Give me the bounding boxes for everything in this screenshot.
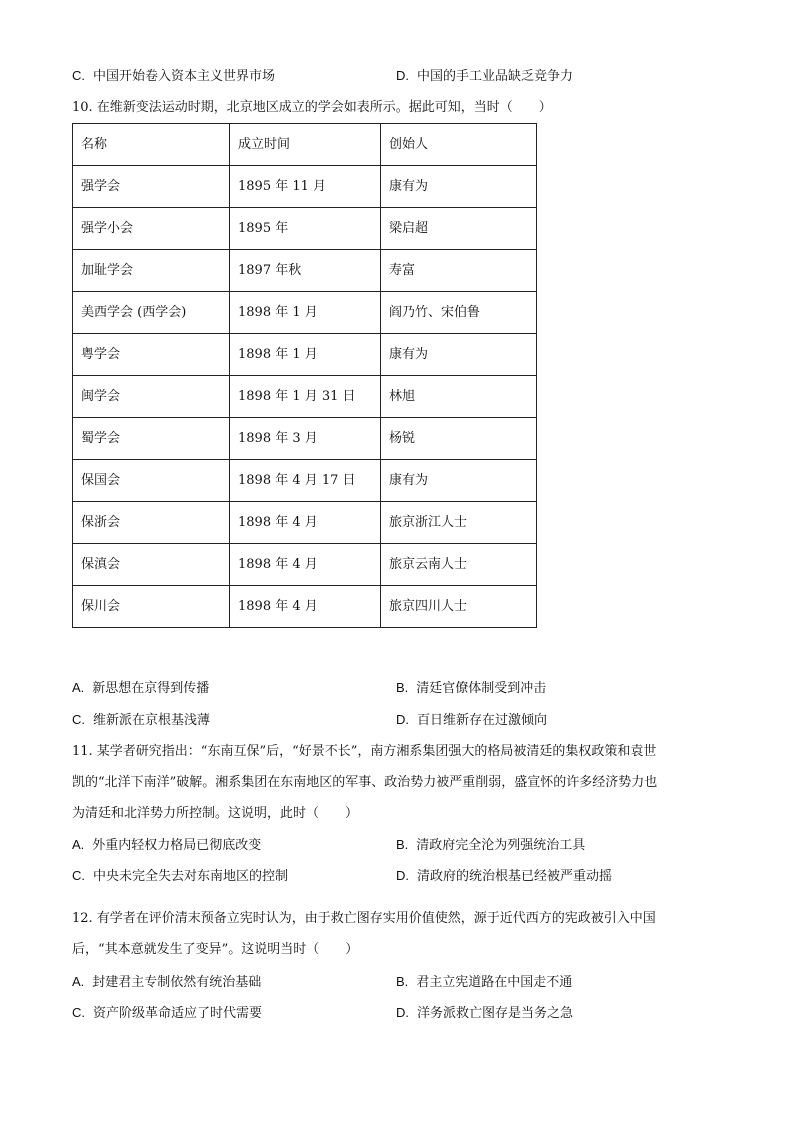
table-row — [73, 250, 537, 292]
option-text: 洋务派救亡图存是当务之急 — [417, 1006, 574, 1021]
cell-date: 1897 年秋 — [230, 250, 381, 292]
q11-option-b — [396, 835, 585, 856]
cell-name: 保国会 — [73, 460, 230, 502]
cell-date: 1898 年 1 月 — [230, 334, 381, 376]
cell-name: 保滇会 — [73, 544, 230, 586]
cell-name: 加耻学会 — [73, 250, 230, 292]
cell-founder: 阎乃竹、宋伯鲁 — [381, 292, 537, 334]
option-text: 封建君主专制依然有统治基础 — [92, 975, 262, 990]
cell-name: 闽学会 — [73, 376, 230, 418]
option-text: 清政府完全沦为列强统治工具 — [416, 838, 586, 853]
q12-option-d — [396, 1003, 573, 1024]
option-text: 百日维新存在过激倾向 — [417, 713, 548, 728]
table-row — [73, 208, 537, 250]
table-row — [73, 376, 537, 418]
q11-stem-line-3: 为清廷和北洋势力所控制。这说明，此时（ ） — [72, 806, 359, 821]
cell-name: 粤学会 — [73, 334, 230, 376]
option-letter: A. — [72, 837, 85, 852]
q9-option-d — [396, 66, 573, 87]
q10-stem: 10. 在维新变法运动时期，北京地区成立的学会如表所示。据此可知，当时（ ） — [72, 100, 552, 115]
table-row — [73, 166, 537, 208]
q12-stem-line-1: 12. 有学者在评价清末预备立宪时认为，由于救亡图存实用价值使然，源于近代西方的宪政被引入中国 — [72, 911, 656, 926]
cell-date: 1898 年 1 月 — [230, 292, 381, 334]
option-text: 中央未完全失去对东南地区的控制 — [93, 869, 289, 884]
q9-option-c — [72, 66, 275, 87]
cell-name: 保浙会 — [73, 502, 230, 544]
cell-founder: 康有为 — [381, 334, 537, 376]
q11-option-a — [72, 835, 261, 856]
option-letter: D. — [396, 1005, 409, 1020]
cell-founder: 旅京云南人士 — [381, 544, 537, 586]
option-text: 清廷官僚体制受到冲击 — [416, 681, 547, 696]
cell-founder: 寿富 — [381, 250, 537, 292]
option-letter: B. — [396, 974, 409, 989]
table-row — [73, 544, 537, 586]
option-letter: B. — [396, 680, 409, 695]
header-name: 名称 — [73, 124, 230, 166]
cell-name: 美西学会 (西学会) — [73, 292, 230, 334]
option-text: 外重内轻权力格局已彻底改变 — [92, 838, 262, 853]
header-founder: 创始人 — [381, 124, 537, 166]
q11-stem-line-1: 11. 某学者研究指出：“东南互保”后，“好景不长”，南方湘系集团强大的格局被清廷的集权政策和袁世 — [72, 744, 657, 759]
cell-date: 1895 年 11 月 — [230, 166, 381, 208]
table-row — [73, 292, 537, 334]
q10-option-a — [72, 678, 209, 699]
q12-option-b — [396, 972, 572, 993]
q10-option-b — [396, 678, 546, 699]
cell-date: 1898 年 4 月 17 日 — [230, 460, 381, 502]
option-letter: B. — [396, 837, 409, 852]
option-letter: A. — [72, 974, 85, 989]
table-row — [73, 502, 537, 544]
cell-founder: 旅京四川人士 — [381, 586, 537, 628]
table-row — [73, 334, 537, 376]
option-text: 清政府的统治根基已经被严重动摇 — [417, 869, 613, 884]
cell-date: 1898 年 4 月 — [230, 586, 381, 628]
option-letter: C. — [72, 712, 85, 727]
cell-founder: 康有为 — [381, 460, 537, 502]
cell-date: 1898 年 4 月 — [230, 544, 381, 586]
header-date: 成立时间 — [230, 124, 381, 166]
table-row — [73, 586, 537, 628]
option-letter: D. — [396, 68, 409, 83]
q12-option-a — [72, 972, 261, 993]
cell-name: 蜀学会 — [73, 418, 230, 460]
option-letter: C. — [72, 1005, 85, 1020]
option-letter: C. — [72, 868, 85, 883]
q11-option-c — [72, 866, 288, 887]
cell-founder: 杨锐 — [381, 418, 537, 460]
q10-option-d — [396, 710, 547, 731]
table-header-row — [73, 124, 537, 166]
option-text: 维新派在京根基浅薄 — [93, 713, 211, 728]
cell-date: 1895 年 — [230, 208, 381, 250]
q11-option-d — [396, 866, 612, 887]
q11-stem-line-2: 凯的“北洋下南洋”破解。湘系集团在东南地区的军事、政治势力被严重削弱，盛宣怀的许多经济势力也 — [72, 775, 658, 790]
q12-stem-line-2: 后，“其本意就发生了变异”。这说明当时（ ） — [72, 942, 359, 957]
option-letter: C. — [72, 68, 85, 83]
option-letter: D. — [396, 868, 409, 883]
table-row — [73, 418, 537, 460]
cell-name: 强学会 — [73, 166, 230, 208]
option-text: 君主立宪道路在中国走不通 — [416, 975, 573, 990]
option-text: 新思想在京得到传播 — [92, 681, 210, 696]
cell-founder: 梁启超 — [381, 208, 537, 250]
cell-name: 保川会 — [73, 586, 230, 628]
cell-name: 强学小会 — [73, 208, 230, 250]
q10-option-c — [72, 710, 210, 731]
cell-date: 1898 年 4 月 — [230, 502, 381, 544]
table-row — [73, 460, 537, 502]
cell-founder: 林旭 — [381, 376, 537, 418]
option-text: 中国开始卷入资本主义世界市场 — [93, 69, 276, 84]
option-letter: D. — [396, 712, 409, 727]
cell-date: 1898 年 3 月 — [230, 418, 381, 460]
societies-table — [72, 123, 537, 628]
option-letter: A. — [72, 680, 85, 695]
cell-date: 1898 年 1 月 31 日 — [230, 376, 381, 418]
q12-option-c — [72, 1003, 262, 1024]
option-text: 中国的手工业品缺乏竞争力 — [417, 69, 574, 84]
cell-founder: 康有为 — [381, 166, 537, 208]
option-text: 资产阶级革命适应了时代需要 — [93, 1006, 263, 1021]
cell-founder: 旅京浙江人士 — [381, 502, 537, 544]
